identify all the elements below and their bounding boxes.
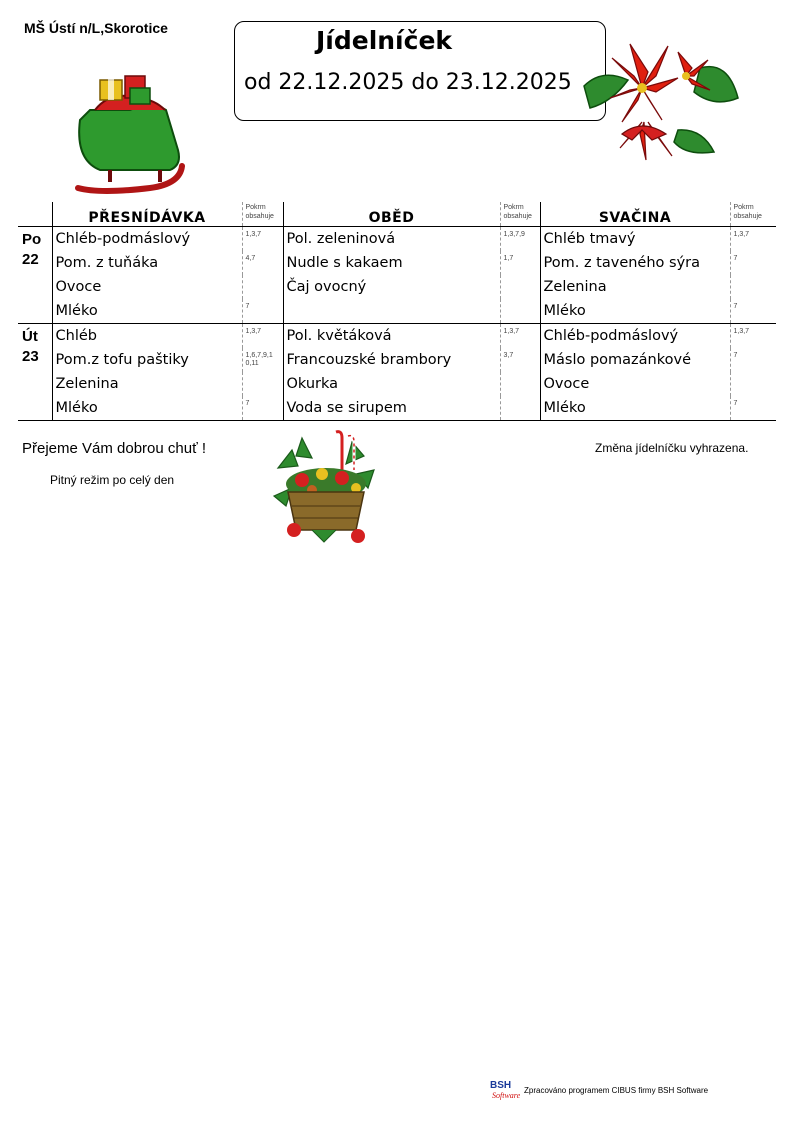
day-cell [18, 275, 52, 299]
snack-allergens [730, 372, 776, 396]
lunch-dish: Nudle s kakaem [283, 251, 500, 275]
lunch-allergens [500, 275, 540, 299]
lunch-dish: Pol. zeleninová [283, 227, 500, 252]
snack-allergens: 7 [730, 251, 776, 275]
snack-dish: Mléko [540, 396, 730, 421]
date-range: od 22.12.2025 do 23.12.2025 [244, 70, 572, 95]
lunch-allergens: 1,3,7 [500, 324, 540, 349]
breakfast-dish: Pom. z tuňáka [52, 251, 242, 275]
day-name: Út [22, 328, 38, 345]
snack-allergens: 1,3,7 [730, 324, 776, 349]
lunch-dish: Voda se sirupem [283, 396, 500, 421]
lunch-dish: Čaj ovocný [283, 275, 500, 299]
breakfast-dish: Ovoce [52, 275, 242, 299]
breakfast-dish: Mléko [52, 396, 242, 421]
lunch-dish: Francouzské brambory [283, 348, 500, 372]
allergens-header: Pokrm obsahuje [242, 202, 283, 227]
breakfast-dish: Chléb-podmáslový [52, 227, 242, 252]
menu-header-row [18, 202, 776, 227]
page-title: Jídelníček [315, 26, 453, 55]
breakfast-allergens [242, 372, 283, 396]
table-row [18, 372, 776, 396]
day-name: Po [22, 231, 42, 248]
sleigh-illustration [70, 70, 190, 196]
breakfast-allergens [242, 275, 283, 299]
lunch-dish: Pol. květáková [283, 324, 500, 349]
snack-allergens [730, 275, 776, 299]
table-row [18, 348, 776, 372]
table-row [18, 396, 776, 421]
snack-dish: Zelenina [540, 275, 730, 299]
breakfast-header: PŘESNÍDÁVKA [52, 202, 242, 227]
table-row [18, 251, 776, 275]
breakfast-dish: Zelenina [52, 372, 242, 396]
lunch-allergens: 1,3,7,9 [500, 227, 540, 252]
breakfast-allergens: 1,3,7 [242, 227, 283, 252]
day-date: 22 [22, 251, 39, 268]
lunch-dish [283, 299, 500, 324]
snack-allergens: 7 [730, 396, 776, 421]
day-cell [18, 396, 52, 421]
table-row [18, 227, 776, 252]
allergens-header: Pokrm obsahuje [500, 202, 540, 227]
school-name: MŠ Ústí n/L,Skorotice [24, 20, 168, 36]
breakfast-allergens: 4,7 [242, 251, 283, 275]
snack-dish: Pom. z taveného sýra [540, 251, 730, 275]
table-row [18, 299, 776, 324]
snack-dish: Máslo pomazánkové [540, 348, 730, 372]
lunch-allergens: 3,7 [500, 348, 540, 372]
logo-main-text: BSH [490, 1080, 512, 1091]
lunch-allergens: 1,7 [500, 251, 540, 275]
breakfast-allergens: 7 [242, 299, 283, 324]
lunch-header: OBĚD [283, 202, 500, 227]
breakfast-allergens: 1,3,7 [242, 324, 283, 349]
allergens-header: Pokrm obsahuje [730, 202, 776, 227]
drinking-regime-text: Pitný režim po celý den [50, 473, 175, 487]
poinsettia-illustration [582, 38, 740, 162]
menu-table [18, 202, 776, 421]
snack-header: SVAČINA [540, 202, 730, 227]
breakfast-allergens: 7 [242, 396, 283, 421]
day-header [18, 202, 52, 227]
footer-credit: Zpracováno programem CIBUS firmy BSH Software [524, 1086, 709, 1095]
table-row [18, 275, 776, 299]
lunch-allergens [500, 372, 540, 396]
day-cell [18, 372, 52, 396]
wish-text: Přejeme Vám dobrou chuť ! [22, 440, 207, 457]
breakfast-allergens: 1,6,7,9,1 0,11 [242, 348, 283, 372]
bsh-logo [490, 1080, 521, 1104]
day-date: 23 [22, 348, 39, 365]
snack-dish: Chléb-podmáslový [540, 324, 730, 349]
breakfast-dish: Pom.z tofu paštiky [52, 348, 242, 372]
snack-dish: Chléb tmavý [540, 227, 730, 252]
lunch-allergens [500, 396, 540, 421]
breakfast-dish: Chléb [52, 324, 242, 349]
snack-dish: Mléko [540, 299, 730, 324]
breakfast-dish: Mléko [52, 299, 242, 324]
logo-sub-text: Software [492, 1091, 521, 1100]
snack-allergens: 7 [730, 348, 776, 372]
christmas-basket-illustration [272, 430, 380, 548]
lunch-allergens [500, 299, 540, 324]
day-cell [18, 299, 52, 324]
lunch-dish: Okurka [283, 372, 500, 396]
snack-allergens: 7 [730, 299, 776, 324]
snack-allergens: 1,3,7 [730, 227, 776, 252]
snack-dish: Ovoce [540, 372, 730, 396]
change-notice: Změna jídelníčku vyhrazena. [595, 441, 749, 455]
table-row [18, 324, 776, 349]
